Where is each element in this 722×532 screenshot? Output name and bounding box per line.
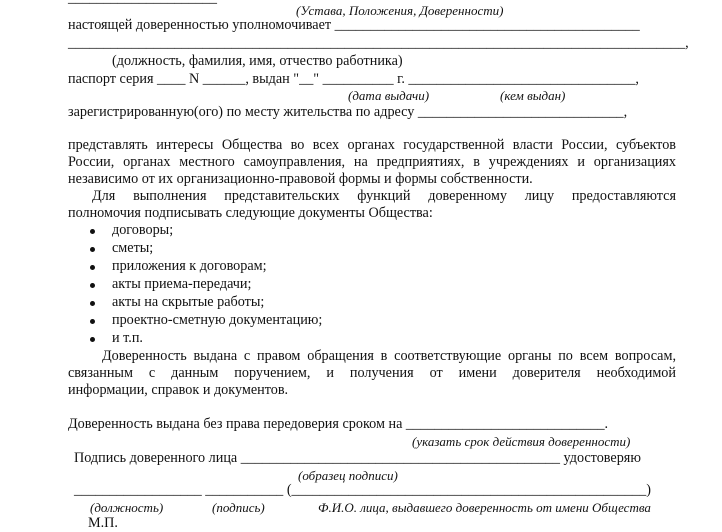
footer-hint-signature: (подпись)	[212, 500, 265, 515]
represent-paragraph-line-1: представлять интересы Общества во всех органах государственной власти России, субъектов	[68, 137, 676, 153]
bullet-icon	[90, 247, 95, 252]
term-hint: (указать срок действия доверенности)	[412, 434, 631, 449]
list-item: приложения к договорам;	[112, 258, 267, 274]
address-line: зарегистрированную(ого) по месту жительства по адресу _____________________________,	[68, 104, 628, 120]
represent-paragraph-line-2: России, органах местного самоуправления, на предприятиях, в учреждениях и организациях	[68, 154, 676, 170]
bullet-icon	[90, 301, 95, 306]
list-item: акты приема-передачи;	[112, 276, 252, 292]
passport-line: паспорт серия ____ N ______, выдан "__" __________ г. ________________________________,	[68, 71, 639, 87]
represent-paragraph-line-3: независимо от их организационно-правовой формы и формы собственности.	[68, 171, 533, 187]
date-issued-hint: (дата выдачи)	[348, 88, 430, 103]
list-item: проектно-сметную документацию;	[112, 312, 323, 328]
list-item: и т.п.	[112, 330, 143, 346]
top-fragment	[68, 0, 217, 7]
signature-hint: (образец подписи)	[298, 468, 398, 483]
bullet-icon	[90, 229, 95, 234]
top-hint: (Устава, Положения, Доверенности)	[296, 3, 504, 18]
bullet-icon	[90, 265, 95, 270]
issued-paragraph-line-2: связанным с данным поручением, и получения от имени доверителя необходимой	[68, 365, 676, 381]
bullet-icon	[90, 337, 95, 342]
powers-paragraph-line-1: Для выполнения представительских функций доверенному лицу предоставляются	[92, 188, 676, 204]
employee-blank-line: _______________________________________________________________________________________,	[68, 35, 689, 51]
authorizes-line: настоящей доверенностью уполномочивает ___________________________________________	[68, 17, 640, 33]
bullet-icon	[90, 319, 95, 324]
footer-line: __________________ ___________ (__________________________________________________)	[74, 482, 651, 498]
list-item: сметы;	[112, 240, 154, 256]
issued-paragraph-line-3: информации, справок и документов.	[68, 382, 289, 398]
list-item: акты на скрытые работы;	[112, 294, 265, 310]
signature-line: Подпись доверенного лица _____________________________________________ удостоверяю	[74, 450, 641, 466]
term-line: Доверенность выдана без права передоверия сроком на ____________________________.	[68, 416, 609, 432]
footer-hint-name: Ф.И.О. лица, выдавшего доверенность от имени Общества	[318, 500, 651, 515]
stamp-label: М.П.	[88, 515, 118, 531]
issued-by-hint: (кем выдан)	[500, 88, 566, 103]
footer-hint-position: (должность)	[90, 500, 164, 515]
issued-paragraph-line-1: Доверенность выдана с правом обращения в соответствующие органы по всем вопросам,	[102, 348, 676, 364]
powers-paragraph-line-2: полномочия подписывать следующие документы Общества:	[68, 205, 433, 221]
bullet-icon	[90, 283, 95, 288]
employee-hint: (должность, фамилия, имя, отчество работника)	[112, 53, 403, 69]
list-item: договоры;	[112, 222, 174, 238]
